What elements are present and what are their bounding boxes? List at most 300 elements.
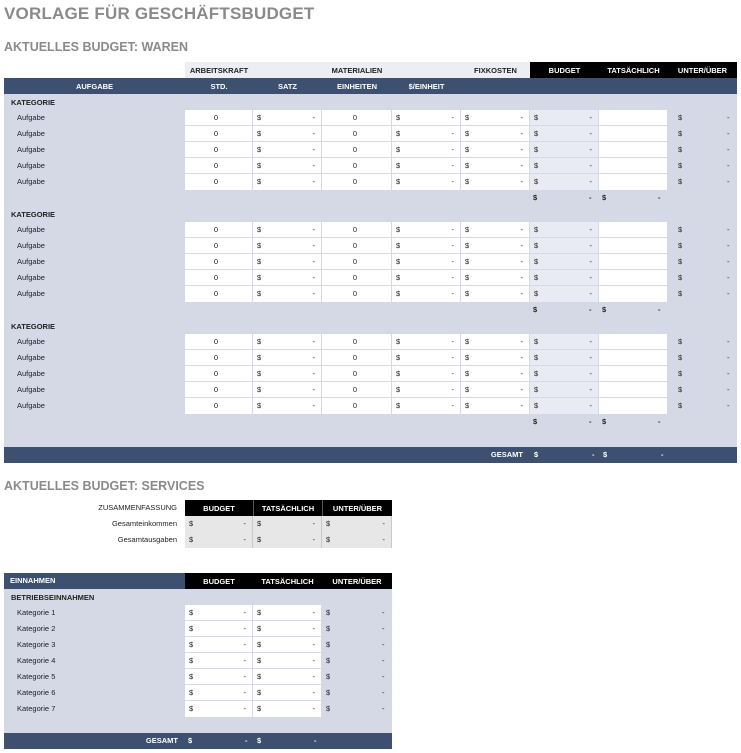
satz-value: -	[312, 161, 315, 170]
einnahmen-budget-currency: $	[189, 672, 194, 681]
einnahmen-actual-cell[interactable]	[253, 653, 322, 669]
preis-einheit-cell[interactable]	[392, 158, 461, 174]
fixkosten-cell[interactable]	[461, 270, 530, 286]
einheiten-value: 0	[352, 273, 357, 282]
budget-value: -	[589, 337, 592, 346]
budget-cell	[530, 366, 599, 382]
subheader-satz: SATZ	[277, 81, 298, 91]
preis-einheit-cell[interactable]	[392, 110, 461, 126]
budget-cell	[530, 238, 599, 254]
satz-cell[interactable]	[253, 222, 322, 238]
fixkosten-cell[interactable]	[461, 382, 530, 398]
fixkosten-cell[interactable]	[461, 110, 530, 126]
budget-currency: $	[534, 353, 539, 362]
satz-value: -	[312, 145, 315, 154]
header-arbeitskraft: ARBEITSKRAFT	[185, 62, 253, 78]
preis-einheit-value: -	[451, 353, 454, 362]
budget-cell	[530, 174, 599, 190]
unter-ueber-value: -	[727, 129, 730, 138]
einheiten-cell[interactable]	[322, 254, 392, 270]
fixkosten-currency: $	[465, 145, 470, 154]
unter-ueber-value: -	[727, 369, 730, 378]
preis-einheit-currency: $	[396, 129, 401, 138]
einnahmen-gesamt-row	[4, 733, 392, 749]
budget-value: -	[589, 369, 592, 378]
satz-value: -	[312, 129, 315, 138]
tatsaechlich-cell[interactable]	[599, 110, 668, 126]
satz-currency: $	[257, 273, 262, 282]
std-value: 0	[213, 385, 218, 394]
task-label: Aufgabe	[17, 113, 45, 122]
preis-einheit-value: -	[451, 113, 454, 122]
summary-budget-value: -	[243, 535, 246, 544]
preis-einheit-cell[interactable]	[392, 174, 461, 190]
satz-currency: $	[257, 337, 262, 346]
satz-cell[interactable]	[253, 126, 322, 142]
einnahmen-budget-currency: $	[189, 608, 194, 617]
fixkosten-value: -	[520, 129, 523, 138]
std-cell[interactable]	[185, 366, 253, 382]
satz-currency: $	[257, 177, 262, 186]
budget-value: -	[589, 129, 592, 138]
budget-value: -	[589, 289, 592, 298]
satz-currency: $	[257, 257, 262, 266]
unter-ueber-currency: $	[678, 273, 683, 282]
satz-value: -	[312, 257, 315, 266]
subtotal-actual-value: -	[658, 193, 661, 202]
satz-value: -	[312, 241, 315, 250]
subtotal-actual-currency: $	[602, 193, 607, 202]
subheader-std: STD.	[210, 81, 228, 91]
einnahmen-actual-currency: $	[257, 608, 262, 617]
einnahmen-budget-cell[interactable]	[185, 685, 253, 701]
satz-currency: $	[257, 385, 262, 394]
einnahmen-actual-cell[interactable]	[253, 637, 322, 653]
preis-einheit-cell[interactable]	[392, 222, 461, 238]
budget-currency: $	[534, 241, 539, 250]
preis-einheit-cell[interactable]	[392, 238, 461, 254]
preis-einheit-currency: $	[396, 113, 401, 122]
unter-ueber-currency: $	[678, 225, 683, 234]
preis-einheit-currency: $	[396, 369, 401, 378]
satz-cell[interactable]	[253, 174, 322, 190]
unter-ueber-value: -	[727, 257, 730, 266]
std-cell[interactable]	[185, 158, 253, 174]
fixkosten-cell[interactable]	[461, 254, 530, 270]
summary-budget-cell	[185, 516, 253, 532]
tatsaechlich-cell[interactable]	[599, 366, 668, 382]
satz-value: -	[312, 401, 315, 410]
budget-currency: $	[534, 385, 539, 394]
std-cell[interactable]	[185, 382, 253, 398]
satz-value: -	[312, 353, 315, 362]
subtotal-budget-value: -	[589, 193, 592, 202]
preis-einheit-cell[interactable]	[392, 398, 461, 414]
einheiten-cell[interactable]	[322, 366, 392, 382]
summary-actual-currency: $	[257, 535, 262, 544]
einheiten-value: 0	[352, 113, 357, 122]
category-label: KATEGORIE	[11, 322, 56, 331]
header-tatsaechlich: TATSÄCHLICH	[599, 62, 668, 78]
einnahmen-actual-currency: $	[257, 640, 262, 649]
subtotal-budget-currency: $	[533, 305, 538, 314]
einheiten-cell[interactable]	[322, 334, 392, 350]
einnahmen-actual-value: -	[312, 672, 315, 681]
header-materialien: MATERIALIEN	[322, 62, 392, 78]
einnahmen-gesamt-budget-currency: $	[188, 736, 193, 745]
einheiten-cell[interactable]	[322, 350, 392, 366]
fixkosten-cell[interactable]	[461, 334, 530, 350]
satz-value: -	[312, 385, 315, 394]
einnahmen-row-label: Kategorie 6	[17, 688, 56, 697]
preis-einheit-value: -	[451, 289, 454, 298]
fixkosten-currency: $	[465, 353, 470, 362]
subtotal-actual-currency: $	[602, 417, 607, 426]
einheiten-value: 0	[352, 385, 357, 394]
tatsaechlich-cell[interactable]	[599, 334, 668, 350]
einnahmen-budget-currency: $	[189, 688, 194, 697]
tatsaechlich-cell[interactable]	[599, 142, 668, 158]
einnahmen-row-label: Kategorie 3	[17, 640, 56, 649]
tatsaechlich-cell[interactable]	[599, 238, 668, 254]
einnahmen-diff-value: -	[382, 624, 385, 633]
tatsaechlich-cell[interactable]	[599, 158, 668, 174]
einnahmen-row-label: Kategorie 7	[17, 704, 56, 713]
einnahmen-actual-cell[interactable]	[253, 701, 322, 717]
std-cell[interactable]	[185, 398, 253, 414]
einheiten-value: 0	[352, 353, 357, 362]
fixkosten-currency: $	[465, 113, 470, 122]
budget-cell	[530, 382, 599, 398]
preis-einheit-cell[interactable]	[392, 254, 461, 270]
einnahmen-budget-value: -	[243, 640, 246, 649]
fixkosten-currency: $	[465, 225, 470, 234]
preis-einheit-cell[interactable]	[392, 366, 461, 382]
satz-value: -	[312, 177, 315, 186]
preis-einheit-value: -	[451, 177, 454, 186]
unter-ueber-currency: $	[678, 241, 683, 250]
summary-actual-cell	[253, 516, 322, 532]
fixkosten-cell[interactable]	[461, 398, 530, 414]
satz-cell[interactable]	[253, 142, 322, 158]
std-cell[interactable]	[185, 334, 253, 350]
budget-cell	[530, 110, 599, 126]
fixkosten-cell[interactable]	[461, 174, 530, 190]
einnahmen-budget-cell[interactable]	[185, 637, 253, 653]
einheiten-cell[interactable]	[322, 238, 392, 254]
einnahmen-actual-value: -	[312, 640, 315, 649]
satz-cell[interactable]	[253, 350, 322, 366]
unter-ueber-value: -	[727, 353, 730, 362]
einnahmen-budget-currency: $	[189, 656, 194, 665]
preis-einheit-currency: $	[396, 353, 401, 362]
tatsaechlich-cell[interactable]	[599, 254, 668, 270]
einheiten-cell[interactable]	[322, 110, 392, 126]
tatsaechlich-cell[interactable]	[599, 270, 668, 286]
einnahmen-actual-currency: $	[257, 688, 262, 697]
unter-ueber-currency: $	[678, 129, 683, 138]
satz-value: -	[312, 113, 315, 122]
einnahmen-header-unter-ueber: UNTER/ÜBER	[322, 573, 392, 589]
preis-einheit-currency: $	[396, 401, 401, 410]
preis-einheit-cell[interactable]	[392, 126, 461, 142]
summary-actual-cell	[253, 532, 322, 548]
summary-budget-cell	[185, 532, 253, 548]
budget-currency: $	[534, 225, 539, 234]
einnahmen-gesamt-label: GESAMT	[145, 736, 178, 745]
section-title-waren: AKTUELLES BUDGET: WAREN	[4, 40, 189, 54]
std-cell[interactable]	[185, 222, 253, 238]
fixkosten-currency: $	[465, 385, 470, 394]
subtotal-budget-value: -	[589, 417, 592, 426]
einnahmen-actual-cell[interactable]	[253, 669, 322, 685]
summary-header-unter-ueber: UNTER/ÜBER	[322, 500, 392, 516]
fixkosten-cell[interactable]	[461, 286, 530, 302]
einnahmen-actual-currency: $	[257, 672, 262, 681]
fixkosten-currency: $	[465, 241, 470, 250]
header-fixkosten: FIXKOSTEN	[461, 62, 530, 78]
std-cell[interactable]	[185, 142, 253, 158]
einheiten-cell[interactable]	[322, 398, 392, 414]
fixkosten-currency: $	[465, 129, 470, 138]
std-cell[interactable]	[185, 126, 253, 142]
einnahmen-actual-cell[interactable]	[253, 685, 322, 701]
task-label: Aufgabe	[17, 273, 45, 282]
einnahmen-budget-value: -	[243, 608, 246, 617]
einnahmen-actual-currency: $	[257, 656, 262, 665]
summary-diff-value: -	[382, 519, 385, 528]
unter-ueber-currency: $	[678, 145, 683, 154]
satz-cell[interactable]	[253, 286, 322, 302]
budget-value: -	[589, 145, 592, 154]
einheiten-cell[interactable]	[322, 222, 392, 238]
budget-cell	[530, 398, 599, 414]
satz-currency: $	[257, 161, 262, 170]
einheiten-cell[interactable]	[322, 158, 392, 174]
satz-cell[interactable]	[253, 334, 322, 350]
task-label: Aufgabe	[17, 401, 45, 410]
tatsaechlich-cell[interactable]	[599, 222, 668, 238]
fixkosten-currency: $	[465, 257, 470, 266]
satz-cell[interactable]	[253, 366, 322, 382]
std-value: 0	[213, 177, 218, 186]
budget-cell	[530, 286, 599, 302]
einnahmen-row-label: Kategorie 5	[17, 672, 56, 681]
unter-ueber-value: -	[727, 289, 730, 298]
task-label: Aufgabe	[17, 369, 45, 378]
einnahmen-group-label: BETRIEBSEINNAHMEN	[11, 593, 95, 602]
einnahmen-actual-cell[interactable]	[253, 621, 322, 637]
unter-ueber-currency: $	[678, 401, 683, 410]
einnahmen-diff-value: -	[382, 640, 385, 649]
einnahmen-diff-currency: $	[326, 672, 331, 681]
tatsaechlich-cell[interactable]	[599, 382, 668, 398]
unter-ueber-currency: $	[678, 113, 683, 122]
satz-cell[interactable]	[253, 270, 322, 286]
summary-diff-cell	[322, 516, 392, 532]
satz-cell[interactable]	[253, 398, 322, 414]
fixkosten-value: -	[520, 385, 523, 394]
summary-diff-cell	[322, 532, 392, 548]
std-cell[interactable]	[185, 286, 253, 302]
einheiten-value: 0	[352, 145, 357, 154]
budget-currency: $	[534, 129, 539, 138]
task-label: Aufgabe	[17, 289, 45, 298]
budget-currency: $	[534, 369, 539, 378]
task-label: Aufgabe	[17, 145, 45, 154]
einnahmen-gesamt-actual-value: -	[314, 736, 317, 745]
fixkosten-value: -	[520, 225, 523, 234]
fixkosten-value: -	[520, 353, 523, 362]
summary-row-label: Gesamtausgaben	[117, 535, 177, 544]
fixkosten-cell[interactable]	[461, 238, 530, 254]
std-cell[interactable]	[185, 270, 253, 286]
summary-header-budget: BUDGET	[185, 500, 253, 516]
fixkosten-cell[interactable]	[461, 222, 530, 238]
preis-einheit-value: -	[451, 161, 454, 170]
unter-ueber-currency: $	[678, 177, 683, 186]
std-cell[interactable]	[185, 350, 253, 366]
preis-einheit-cell[interactable]	[392, 286, 461, 302]
preis-einheit-cell[interactable]	[392, 334, 461, 350]
budget-cell	[530, 350, 599, 366]
tatsaechlich-cell[interactable]	[599, 350, 668, 366]
budget-cell	[530, 126, 599, 142]
budget-value: -	[589, 353, 592, 362]
einnahmen-budget-cell[interactable]	[185, 621, 253, 637]
preis-einheit-value: -	[451, 129, 454, 138]
preis-einheit-cell[interactable]	[392, 350, 461, 366]
einnahmen-budget-cell[interactable]	[185, 605, 253, 621]
einnahmen-diff-currency: $	[326, 704, 331, 713]
waren-gesamt-actual-currency: $	[603, 450, 608, 459]
preis-einheit-value: -	[451, 369, 454, 378]
task-label: Aufgabe	[17, 129, 45, 138]
einnahmen-budget-cell[interactable]	[185, 701, 253, 717]
einnahmen-budget-value: -	[243, 704, 246, 713]
einheiten-cell[interactable]	[322, 286, 392, 302]
subheader-dollar-einheit: $/EINHEIT	[408, 81, 445, 91]
fixkosten-currency: $	[465, 161, 470, 170]
einnahmen-budget-currency: $	[189, 704, 194, 713]
task-label: Aufgabe	[17, 241, 45, 250]
tatsaechlich-cell[interactable]	[599, 126, 668, 142]
summary-budget-value: -	[243, 519, 246, 528]
budget-cell	[530, 142, 599, 158]
budget-currency: $	[534, 337, 539, 346]
preis-einheit-currency: $	[396, 241, 401, 250]
satz-cell[interactable]	[253, 254, 322, 270]
einnahmen-header-budget: BUDGET	[185, 573, 253, 589]
einheiten-cell[interactable]	[322, 270, 392, 286]
budget-currency: $	[534, 161, 539, 170]
subtotal-actual-currency: $	[602, 305, 607, 314]
header-arbeitskraft-fill	[253, 62, 322, 78]
preis-einheit-cell[interactable]	[392, 382, 461, 398]
einheiten-cell[interactable]	[322, 126, 392, 142]
einnahmen-budget-cell[interactable]	[185, 653, 253, 669]
std-cell[interactable]	[185, 254, 253, 270]
fixkosten-value: -	[520, 289, 523, 298]
einheiten-value: 0	[352, 241, 357, 250]
tatsaechlich-cell[interactable]	[599, 286, 668, 302]
preis-einheit-value: -	[451, 385, 454, 394]
einnahmen-row-label: Kategorie 2	[17, 624, 56, 633]
einnahmen-budget-cell[interactable]	[185, 669, 253, 685]
budget-value: -	[589, 257, 592, 266]
std-value: 0	[213, 145, 218, 154]
preis-einheit-currency: $	[396, 289, 401, 298]
fixkosten-currency: $	[465, 369, 470, 378]
waren-gesamt-row	[4, 447, 737, 463]
std-cell[interactable]	[185, 174, 253, 190]
fixkosten-cell[interactable]	[461, 350, 530, 366]
einnahmen-budget-value: -	[243, 624, 246, 633]
einnahmen-actual-cell[interactable]	[253, 605, 322, 621]
fixkosten-cell[interactable]	[461, 366, 530, 382]
budget-currency: $	[534, 273, 539, 282]
budget-cell	[530, 222, 599, 238]
einheiten-value: 0	[352, 129, 357, 138]
preis-einheit-cell[interactable]	[392, 142, 461, 158]
page-title: VORLAGE FÜR GESCHÄFTSBUDGET	[4, 4, 315, 23]
std-value: 0	[213, 337, 218, 346]
einheiten-cell[interactable]	[322, 142, 392, 158]
std-cell[interactable]	[185, 110, 253, 126]
summary-diff-currency: $	[326, 519, 331, 528]
preis-einheit-currency: $	[396, 145, 401, 154]
fixkosten-cell[interactable]	[461, 158, 530, 174]
einheiten-value: 0	[352, 337, 357, 346]
fixkosten-currency: $	[465, 401, 470, 410]
einnahmen-diff-currency: $	[326, 656, 331, 665]
einnahmen-diff-currency: $	[326, 640, 331, 649]
satz-currency: $	[257, 353, 262, 362]
satz-currency: $	[257, 241, 262, 250]
tatsaechlich-cell[interactable]	[599, 398, 668, 414]
fixkosten-value: -	[520, 369, 523, 378]
satz-cell[interactable]	[253, 158, 322, 174]
budget-value: -	[589, 225, 592, 234]
satz-cell[interactable]	[253, 238, 322, 254]
tatsaechlich-cell[interactable]	[599, 174, 668, 190]
satz-cell[interactable]	[253, 110, 322, 126]
einheiten-value: 0	[352, 401, 357, 410]
summary-row-label: Gesamteinkommen	[111, 519, 177, 528]
preis-einheit-cell[interactable]	[392, 270, 461, 286]
einheiten-cell[interactable]	[322, 382, 392, 398]
fixkosten-cell[interactable]	[461, 126, 530, 142]
waren-gesamt-budget-currency: $	[534, 450, 539, 459]
unter-ueber-value: -	[727, 145, 730, 154]
fixkosten-cell[interactable]	[461, 142, 530, 158]
einheiten-cell[interactable]	[322, 174, 392, 190]
waren-gesamt-actual-value: -	[661, 450, 664, 459]
subtotal-actual-value: -	[658, 417, 661, 426]
budget-currency: $	[534, 401, 539, 410]
summary-diff-value: -	[382, 535, 385, 544]
summary-budget-currency: $	[189, 519, 194, 528]
fixkosten-value: -	[520, 145, 523, 154]
einheiten-value: 0	[352, 225, 357, 234]
preis-einheit-currency: $	[396, 337, 401, 346]
category-label: KATEGORIE	[11, 98, 56, 107]
einheiten-value: 0	[352, 161, 357, 170]
std-cell[interactable]	[185, 238, 253, 254]
satz-cell[interactable]	[253, 382, 322, 398]
einnahmen-actual-value: -	[312, 656, 315, 665]
preis-einheit-currency: $	[396, 273, 401, 282]
